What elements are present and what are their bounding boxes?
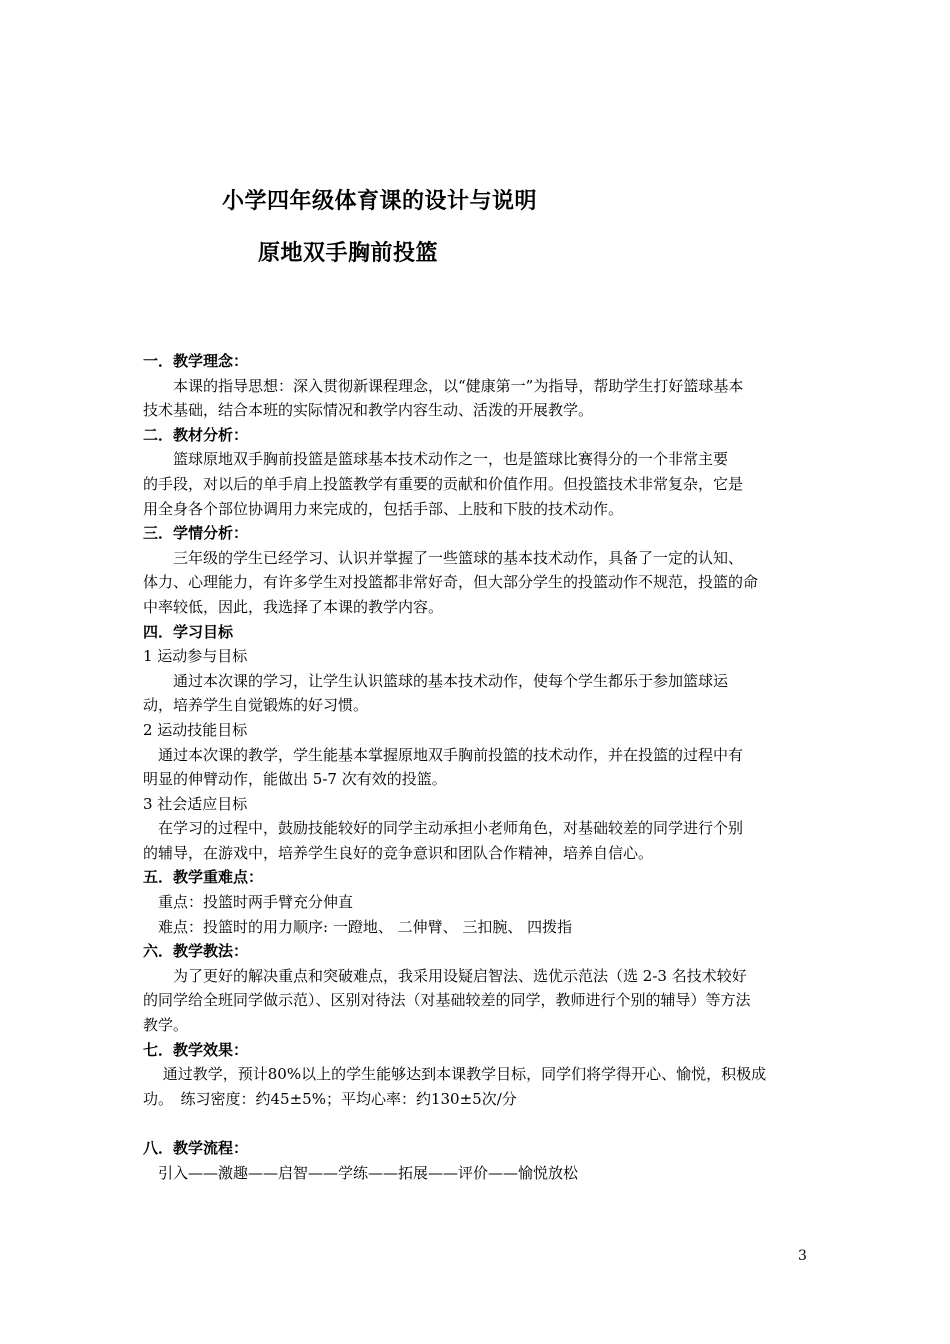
- section-heading-teaching-philosophy: 一．教学理念：: [143, 352, 249, 370]
- paragraph-line: 通过本次课的学习，让学生认识篮球的基本技术动作，使每个学生都乐于参加篮球运: [143, 671, 729, 690]
- document-subtitle: 原地双手胸前投篮: [258, 241, 439, 266]
- paragraph-line: 在学习的过程中，鼓励技能较好的同学主动承担小老师角色，对基础较差的同学进行个别: [143, 819, 744, 838]
- paragraph-line: 重点：投篮时两手臂充分伸直: [143, 893, 354, 912]
- paragraph-line: 体力、心理能力，有许多学生对投篮都非常好奇，但大部分学生的投篮动作不规范，投篮的命: [143, 573, 759, 592]
- paragraph-line: 为了更好的解决重点和突破难点，我采用设疑启智法、选优示范法（选 2-3 名技术较好: [143, 966, 747, 985]
- spacer: [143, 1111, 808, 1136]
- paragraph-line: 技术基础，结合本班的实际情况和教学内容生动、活泼的开展教学。: [143, 401, 594, 420]
- document-body: [143, 349, 808, 1185]
- paragraph-line: 明显的伸臂动作，能做出 5-7 次有效的投篮。: [143, 770, 447, 789]
- paragraph-line: 难点：投篮时的用力顺序: 一蹬地、 二伸臂、 三扣腕、 四拨指: [143, 917, 573, 936]
- paragraph-line: 通过教学，预计80%以上的学生能够达到本课教学目标，同学们将学得开心、愉悦，积极成: [143, 1065, 767, 1084]
- paragraph-line: 通过本次课的教学，学生能基本掌握原地双手胸前投篮的技术动作，并在投篮的过程中有: [143, 745, 744, 764]
- goal-label-skills: 2 运动技能目标: [143, 720, 248, 739]
- section-heading-teaching-effect: 七．教学效果：: [143, 1040, 249, 1059]
- section-heading-teaching-methods: 六．教学教法：: [143, 942, 249, 961]
- goal-label-social: 3 社会适应目标: [143, 794, 248, 813]
- paragraph-line: 的手段，对以后的单手肩上投篮教学有重要的贡献和价值作用。但投篮技术非常复杂，它是: [143, 474, 744, 493]
- paragraph-line: 引入——激趣——启智——学练——拓展——评价——愉悦放松: [143, 1163, 579, 1182]
- goal-label-participation: 1 运动参与目标: [143, 647, 248, 666]
- section-heading-teaching-process: 八．教学流程：: [143, 1139, 249, 1157]
- paragraph-line: 本课的指导思想：深入贯彻新课程理念，以“健康第一”为指导，帮助学生打好篮球基本: [143, 376, 744, 395]
- paragraph-line: 用全身各个部位协调用力来完成的，包括手部、上肢和下肢的技术动作。: [143, 499, 624, 518]
- paragraph-line: 的同学给全班同学做示范）、区别对待法（对基础较差的同学，教师进行个别的辅导）等方法: [143, 991, 751, 1010]
- paragraph-line: 教学。: [143, 1016, 189, 1035]
- document-title: 小学四年级体育课的设计与说明: [222, 189, 538, 214]
- paragraph-line: 的辅导，在游戏中，培养学生良好的竞争意识和团队合作精神，培养自信心。: [143, 843, 654, 862]
- paragraph-line: 中率较低，因此，我选择了本课的教学内容。: [143, 597, 444, 616]
- section-heading-learning-goals: 四．学习目标: [143, 622, 234, 641]
- paragraph-line: 动，培养学生自觉锻炼的好习惯。: [143, 696, 369, 715]
- page-number: 3: [798, 1248, 807, 1264]
- paragraph-line: 功。 练习密度：约45±5%；平均心率：约130±5次/分: [143, 1089, 517, 1108]
- paragraph-line: 三年级的学生已经学习、认识并掌握了一些篮球的基本技术动作，具备了一定的认知、: [143, 548, 744, 567]
- section-heading-student-analysis: 三．学情分析：: [143, 524, 249, 543]
- paragraph-line: 篮球原地双手胸前投篮是篮球基本技术动作之一，也是篮球比赛得分的一个非常主要: [143, 450, 729, 469]
- section-heading-key-points: 五．教学重难点：: [143, 868, 264, 887]
- section-heading-material-analysis: 二．教材分析：: [143, 425, 249, 444]
